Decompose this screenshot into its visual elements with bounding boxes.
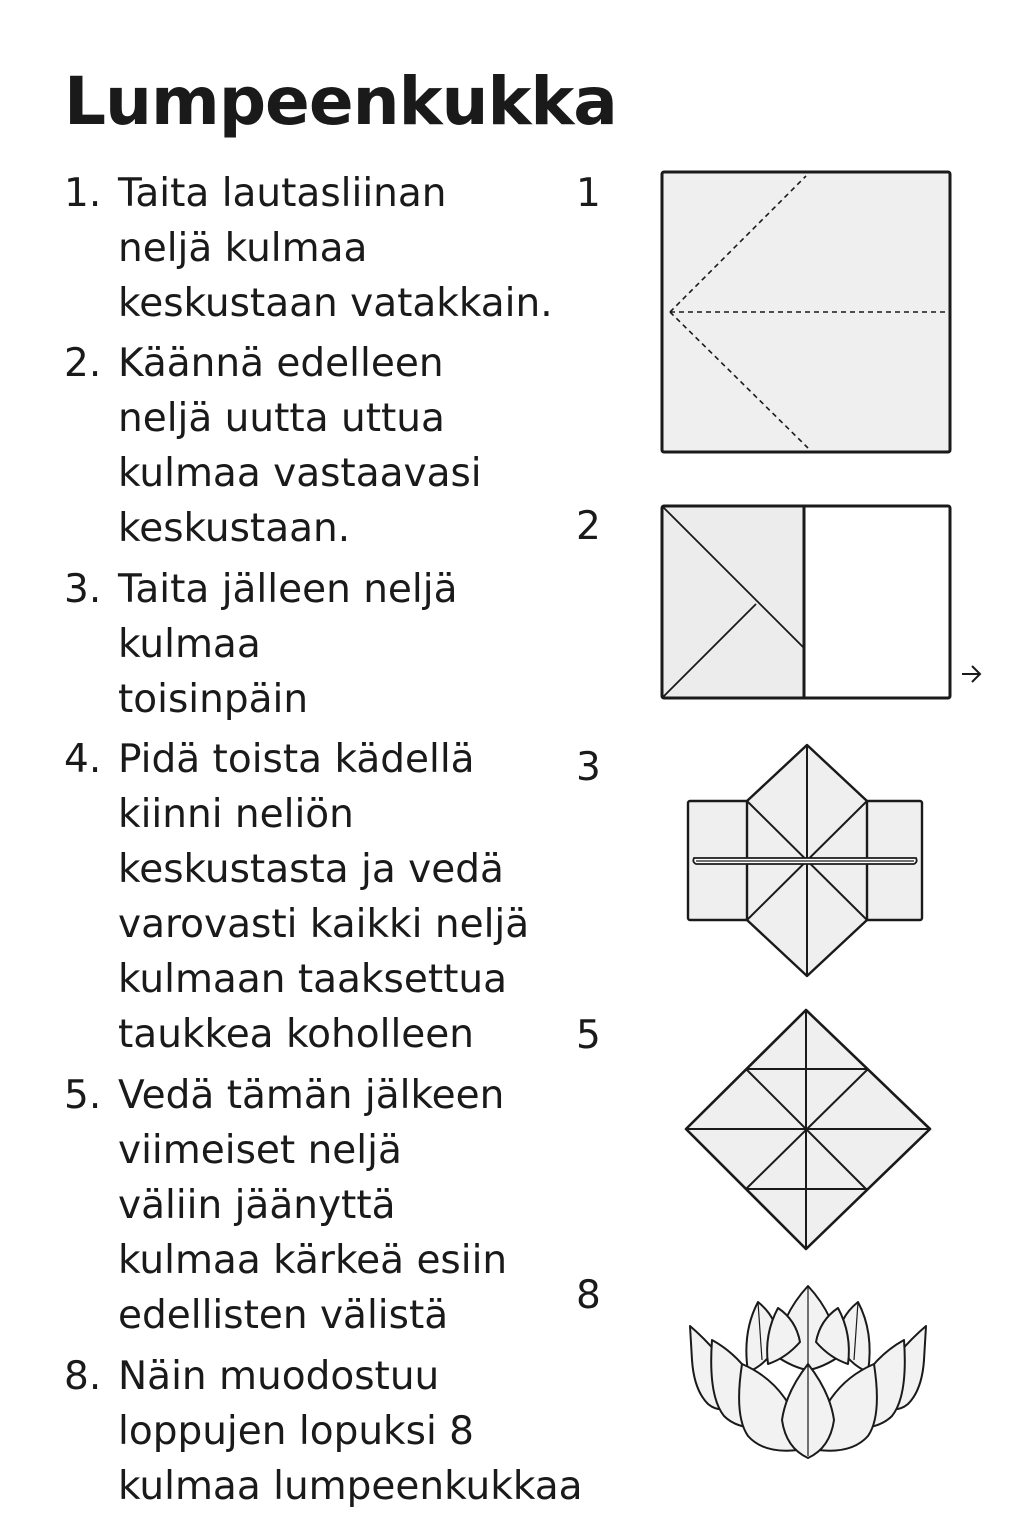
- diamond-fold-diagram-icon: [682, 1004, 934, 1254]
- step-line: kulmaa vastaavasi: [118, 451, 482, 496]
- cross-fold-diagram-icon: [682, 740, 928, 982]
- step-line: kulmaa: [118, 622, 261, 667]
- step-line: Näin muodostuu: [118, 1354, 440, 1399]
- step-number: 3.: [64, 567, 102, 612]
- step-text: [118, 1349, 588, 1514]
- step-text: [118, 562, 588, 727]
- step-line: Käännä edelleen: [118, 341, 444, 386]
- step-line: kulmaa kärkeä esiin: [118, 1238, 508, 1283]
- step-line: keskustasta ja vedä: [118, 847, 504, 892]
- step-line: kulmaan taaksettua: [118, 957, 508, 1002]
- step-line: keskustaan vatakkain.: [118, 281, 553, 326]
- step-text: [118, 732, 588, 1062]
- step-number: 1.: [64, 171, 102, 216]
- lotus-flower-diagram-icon: [682, 1280, 934, 1464]
- step-line: väliin jäänyttä: [118, 1183, 396, 1228]
- step-line: loppujen lopuksi 8: [118, 1409, 474, 1454]
- step-number: 8.: [64, 1354, 102, 1399]
- figure-label-2: 2: [576, 504, 601, 549]
- step-number: 2.: [64, 341, 102, 386]
- step-line: taukkea koholleen: [118, 1012, 474, 1057]
- folded-square-diagram-icon: [656, 166, 956, 460]
- arrow-right-icon: [962, 666, 980, 682]
- step-line: toisinpäin: [118, 677, 309, 722]
- step-line: keskustaan.: [118, 506, 351, 551]
- step-line: neljä kulmaa: [118, 226, 368, 271]
- step-line: edellisten välistä: [118, 1293, 449, 1338]
- figure-label-1: 1: [576, 171, 601, 216]
- folded-rectangle-diagram-icon: [656, 500, 992, 706]
- step-text: [118, 166, 588, 331]
- step-number: 4.: [64, 737, 102, 782]
- step-line: viimeiset neljä: [118, 1128, 402, 1173]
- figure-label-8: 8: [576, 1273, 601, 1318]
- step-line: Taita lautasliinan: [118, 171, 447, 216]
- step-text: [118, 336, 588, 556]
- page-title: Lumpeenkukka: [64, 63, 617, 140]
- step-text: [118, 1068, 588, 1343]
- step-line: neljä uutta uttua: [118, 396, 445, 441]
- step-line: kiinni neliön: [118, 792, 354, 837]
- step-line: Taita jälleen neljä: [118, 567, 458, 612]
- step-line: kulmaa lumpeenkukkaa: [118, 1464, 583, 1509]
- step-line: varovasti kaikki neljä: [118, 902, 530, 947]
- figure-label-3: 3: [576, 745, 601, 790]
- step-line: Pidä toista kädellä: [118, 737, 475, 782]
- figure-label-5: 5: [576, 1013, 601, 1058]
- step-line: Vedä tämän jälkeen: [118, 1073, 505, 1118]
- step-number: 5.: [64, 1073, 102, 1118]
